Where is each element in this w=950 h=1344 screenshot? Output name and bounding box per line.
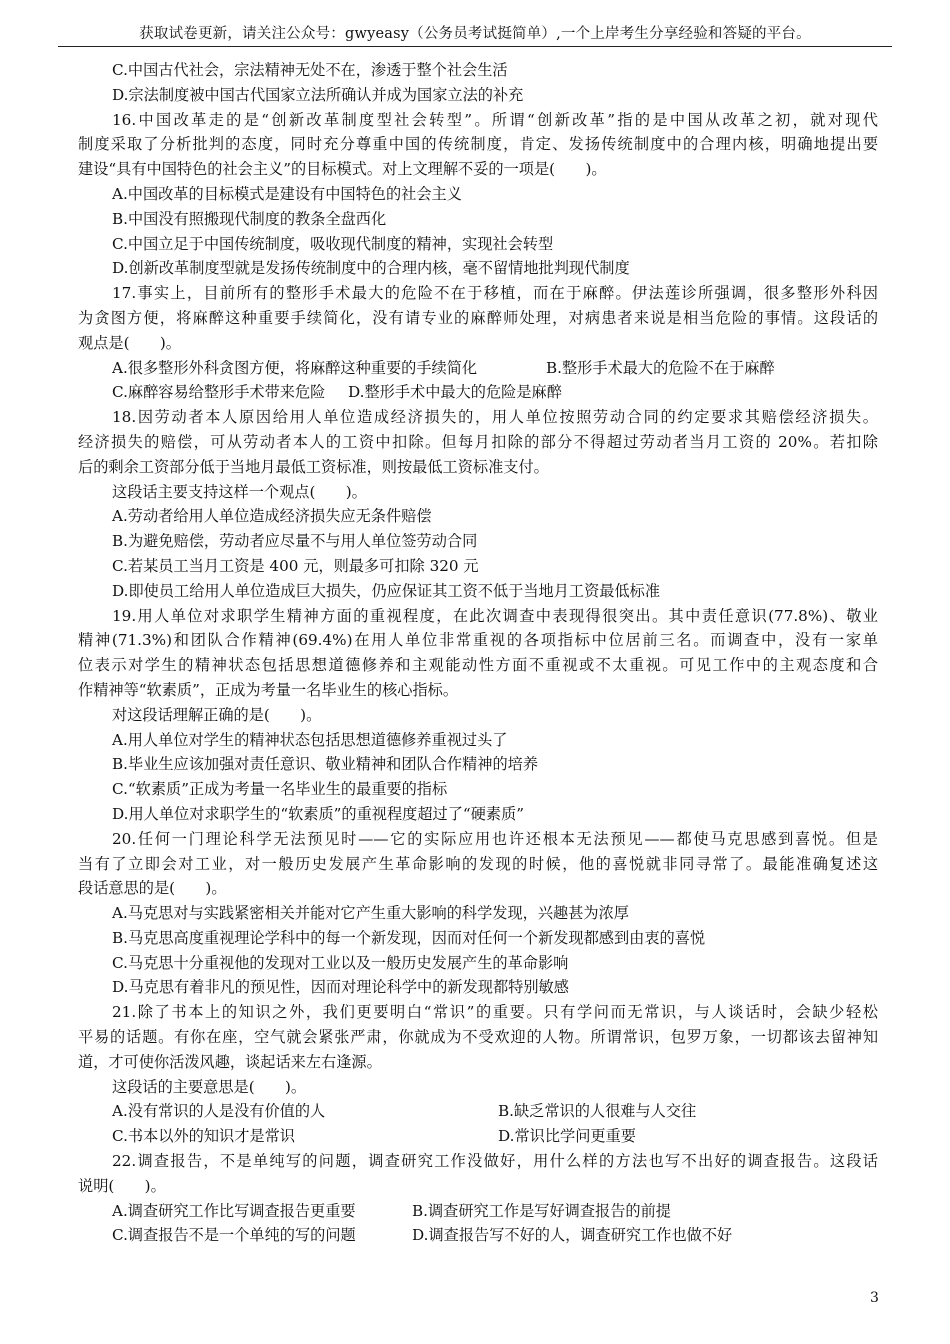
page-number: 3: [870, 1290, 879, 1306]
q17-option-d: D.整形手术中最大的危险是麻醉: [348, 383, 562, 402]
q18-option-a: A.劳动者给用人单位造成经济损失应无条件赔偿: [112, 507, 432, 526]
q19-option-d: D.用人单位对求职学生的“软素质”的重视程度超过了“硬素质”: [112, 804, 525, 823]
q22-option-c: C.调查报告不是一个单纯的写的问题: [112, 1226, 356, 1245]
q22-option-b: B.调查研究工作是写好调查报告的前提: [412, 1201, 671, 1220]
q21-option-b: B.缺乏常识的人很难与人交往: [498, 1102, 697, 1121]
q21-options-row-1: [78, 1099, 878, 1124]
q19-option-a: A.用人单位对学生的精神状态包括思想道德修养重视过头了: [112, 730, 508, 749]
q20-option-b: B.马克思高度重视理论学科中的每一个新发现，因而对任何一个新发现都感到由衷的喜悦: [112, 928, 706, 947]
q22-options-row-1: [78, 1199, 878, 1224]
q17-option-c: C.麻醉容易给整形手术带来危险: [112, 383, 326, 402]
q22-option-d: D.调查报告写不好的人，调查研究工作也做不好: [412, 1226, 733, 1245]
q16-stem-line: 建设“具有中国特色的社会主义”的目标模式。对上文理解不妥的一项是( )。: [78, 160, 607, 179]
q18-option-d: D.即使员工给用人单位造成巨大损失，仍应保证其工资不低于当地月工资最低标准: [112, 581, 661, 600]
q21-stem-line: 平易的话题。有你在座，空气就会紧张严肃，你就成为不受欢迎的人物。所谓常识，包罗万象，一切都该去留神知: [78, 1028, 878, 1047]
q19-stem-line: 精神(71.3%)和团队合作精神(69.4%)在用人单位非常重视的各项指标中位居前三名。而调查中，没有一家单: [78, 631, 878, 650]
q21-stem-line: 21.除了书本上的知识之外，我们更要明白“常识”的重要。只有学问而无常识，与人谈话时，会缺少轻松: [112, 1003, 878, 1022]
q22-stem-line: 22.调查报告，不是单纯写的问题，调查研究工作没做好，用什么样的方法也写不出好的调查报告。这段话: [112, 1152, 878, 1171]
q20-stem-line: 20.任何一门理论科学无法预见时——它的实际应用也许还根本无法预见——都使马克思感到喜悦。但是: [112, 829, 878, 848]
q16-option-a: A.中国改革的目标模式是建设有中国特色的社会主义: [112, 184, 462, 203]
q17-stem-line: 观点是( )。: [78, 333, 181, 352]
q21-stem-line: 道，才可使你活泼风趣，谈起话来左右逢源。: [78, 1052, 382, 1071]
q20-stem-line: 段话意思的是( )。: [78, 879, 227, 898]
q19-question: 对这段话理解正确的是( )。: [112, 705, 322, 724]
q16-stem-line: 16.中国改革走的是“创新改革制度型社会转型”。所谓“创新改革”指的是中国从改革之初，就对现代: [112, 110, 878, 129]
q15-option-d: D.宗法制度被中国古代国家立法所确认并成为国家立法的补充: [112, 85, 524, 104]
q19-option-c: C.“软素质”正成为考量一名毕业生的最重要的指标: [112, 780, 448, 799]
q18-stem-line: 后的剩余工资部分低于当地月最低工资标准，则按最低工资标准支付。: [78, 457, 549, 476]
q19-option-b: B.毕业生应该加强对责任意识、敬业精神和团队合作精神的培养: [112, 755, 539, 774]
q18-stem-line: 18.因劳动者本人原因给用人单位造成经济损失的，用人单位按照劳动合同的约定要求其赔偿经济损失。: [112, 408, 878, 427]
q18-question: 这段话主要支持这样一个观点( )。: [112, 482, 367, 501]
q22-option-a: A.调查研究工作比写调查报告更重要: [112, 1201, 356, 1220]
page-header: 获取试卷更新，请关注公众号：gwyeasy（公务员考试挺简单）,一个上岸考生分享经验和答疑的平台。: [139, 26, 811, 42]
q21-option-c: C.书本以外的知识才是常识: [112, 1127, 295, 1146]
q16-stem-line: 制度采取了分析批判的态度，同时充分尊重中国的传统制度，肯定、发扬传统制度中的合理内核，明确地提出要: [78, 135, 878, 154]
q21-options-row-2: [78, 1124, 878, 1149]
q20-option-c: C.马克思十分重视他的发现对工业以及一般历史发展产生的革命影响: [112, 953, 569, 972]
q17-stem-line: 17.事实上，目前所有的整形手术最大的危险不在于移植，而在于麻醉。伊法莲诊所强调，很多整形外科因: [112, 284, 878, 303]
q19-stem-line: 19.用人单位对求职学生精神方面的重视程度，在此次调查中表现得很突出。其中责任意识(77.8%)、敬业: [112, 606, 878, 625]
document-body: [78, 58, 878, 1248]
q18-stem-line: 经济损失的赔偿，可从劳动者本人的工资中扣除。但每月扣除的部分不得超过劳动者当月工资的 20%。若扣除: [78, 432, 878, 451]
q17-option-b: B.整形手术最大的危险不在于麻醉: [546, 358, 775, 377]
q18-option-b: B.为避免赔偿，劳动者应尽量不与用人单位签劳动合同: [112, 532, 478, 551]
q17-options-row-2: [78, 380, 878, 405]
q18-option-c: C.若某员工当月工资是 400 元，则最多可扣除 320 元: [112, 556, 479, 575]
q21-option-d: D.常识比学问更重要: [498, 1127, 636, 1146]
q21-option-a: A.没有常识的人是没有价值的人: [112, 1102, 326, 1121]
q15-option-c: C.中国古代社会，宗法精神无处不在，渗透于整个社会生活: [112, 61, 508, 79]
q20-option-a: A.马克思对与实践紧密相关并能对它产生重大影响的科学发现，兴趣甚为浓厚: [112, 904, 629, 923]
q17-option-a: A.很多整形外科贪图方便，将麻醉这种重要的手续简化: [112, 358, 478, 377]
q17-stem-line: 为贪图方便，将麻醉这种重要手续简化，没有请专业的麻醉师处理，对病患者来说是相当危险的事情。这段话的: [78, 308, 878, 327]
q21-question: 这段话的主要意思是( )。: [112, 1077, 307, 1096]
q20-stem-line: 当有了立即会对工业，对一般历史发展产生革命影响的发现的时候，他的喜悦就非同寻常了。最能准确复述这: [78, 854, 878, 873]
q17-options-row-1: [78, 356, 878, 381]
q22-options-row-2: [78, 1223, 878, 1248]
q16-option-b: B.中国没有照搬现代制度的教条全盘西化: [112, 209, 387, 228]
q19-stem-line: 位表示对学生的精神状态包括思想道德修养和主观能动性方面不重视或不太重视。可见工作中的主观态度和合: [78, 656, 878, 675]
q16-option-d: D.创新改革制度型就是发扬传统制度中的合理内核，毫不留情地批判现代制度: [112, 259, 630, 278]
q19-stem-line: 作精神等“软素质”，正成为考量一名毕业生的核心指标。: [78, 680, 459, 699]
q20-option-d: D.马克思有着非凡的预见性，因而对理论科学中的新发现都特别敏感: [112, 978, 569, 997]
header-divider: [58, 46, 892, 47]
q22-stem-line: 说明( )。: [78, 1176, 166, 1195]
q16-option-c: C.中国立足于中国传统制度，吸收现代制度的精神，实现社会转型: [112, 234, 554, 253]
